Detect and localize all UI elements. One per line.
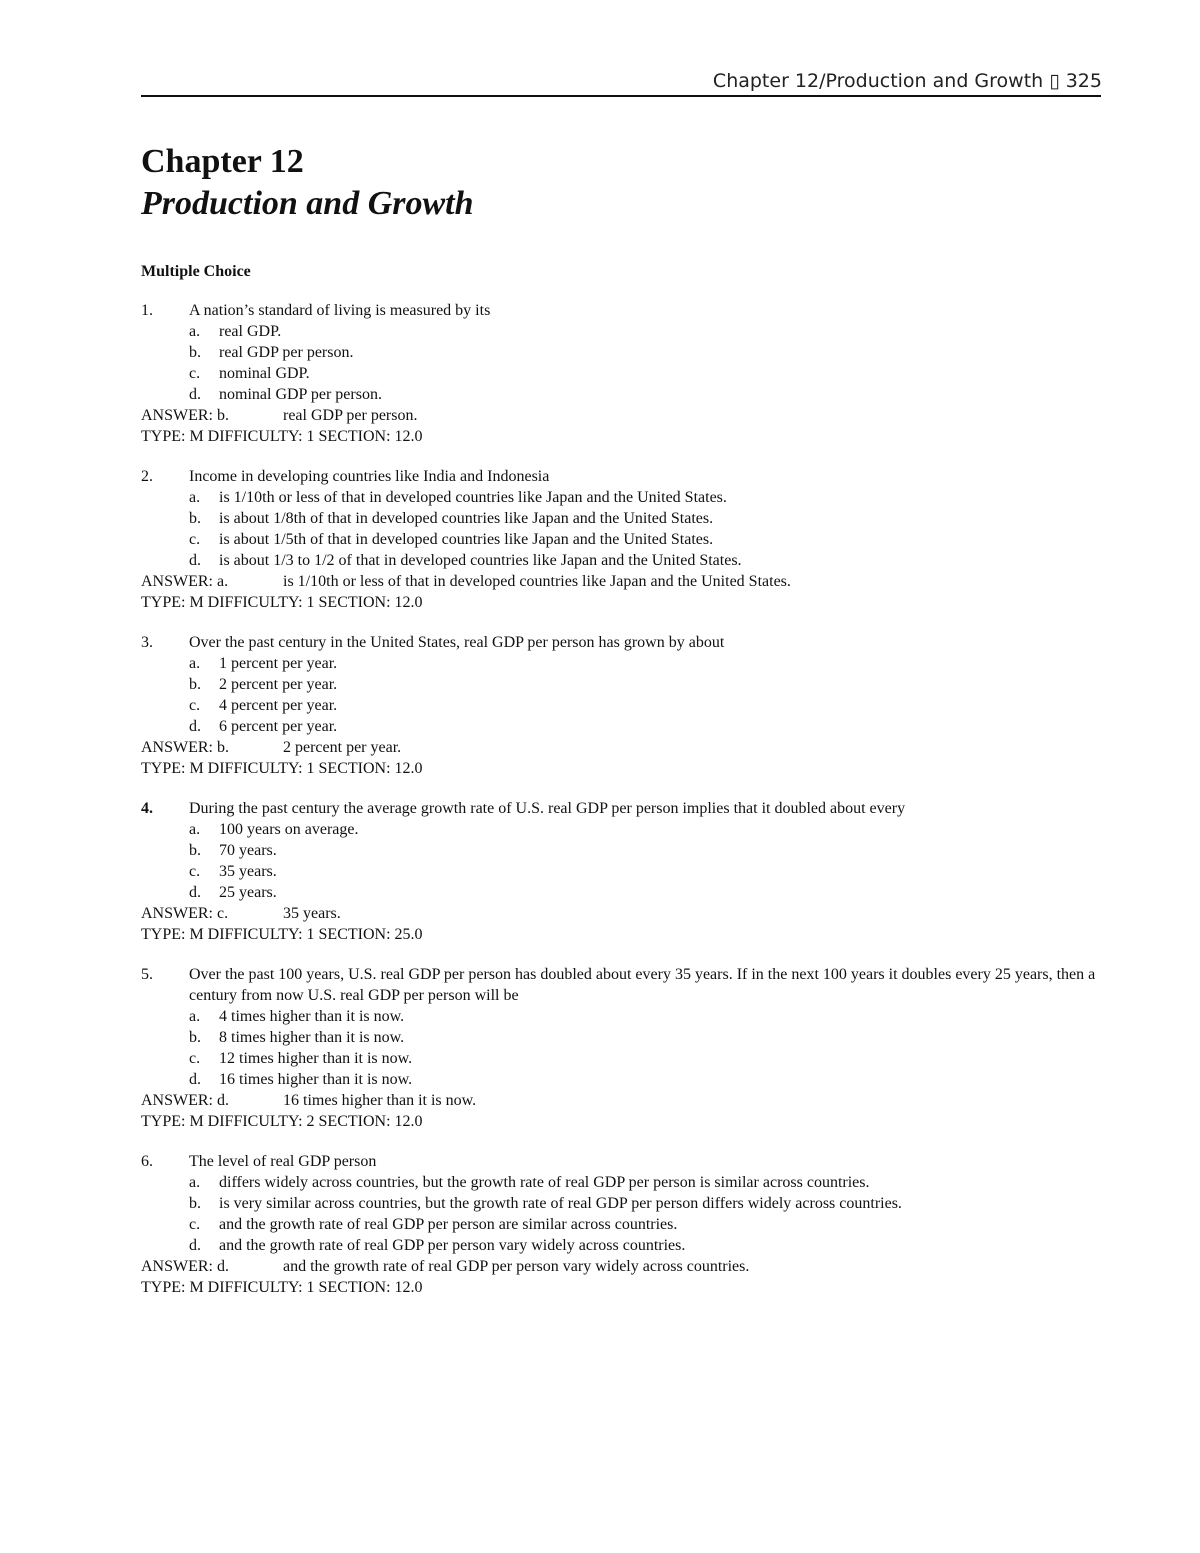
answer-option	[141, 674, 1101, 695]
question-meta: TYPE: M DIFFICULTY: 1 SECTION: 12.0	[141, 760, 423, 777]
question-meta: TYPE: M DIFFICULTY: 1 SECTION: 12.0	[141, 594, 423, 611]
option-text: real GDP per person.	[219, 344, 354, 361]
question-stem	[141, 798, 1101, 819]
option-text: differs widely across countries, but the growth rate of real GDP per person is similar across countries.	[219, 1174, 870, 1191]
question-list	[141, 300, 1101, 1317]
option-letter: b.	[189, 344, 201, 361]
option-text: 35 years.	[219, 863, 277, 880]
option-letter: d.	[189, 718, 201, 735]
question-number: 3.	[141, 634, 153, 651]
answer-option	[141, 716, 1101, 737]
answer-option	[141, 342, 1101, 363]
question-number: 1.	[141, 302, 153, 319]
answer-option	[141, 882, 1101, 903]
option-letter: b.	[189, 1195, 201, 1212]
question-text: Over the past 100 years, U.S. real GDP per person has doubled about every 35 years. If in the next 100 years it doubles every 25 years, then a century from now U.S. real GDP per person will be	[189, 966, 1096, 1004]
answer-label: ANSWER: d.	[141, 1092, 229, 1109]
question-meta: TYPE: M DIFFICULTY: 1 SECTION: 25.0	[141, 926, 423, 943]
answer-option	[141, 1027, 1101, 1048]
answer-label: ANSWER: a.	[141, 573, 229, 590]
answer-label: ANSWER: b.	[141, 739, 229, 756]
option-text: is 1/10th or less of that in developed countries like Japan and the United States.	[219, 489, 727, 506]
answer-text: is 1/10th or less of that in developed countries like Japan and the United States.	[283, 573, 791, 590]
question-number: 2.	[141, 468, 153, 485]
answer-option	[141, 1193, 1101, 1214]
question-stem	[141, 964, 1101, 1006]
option-letter: b.	[189, 842, 201, 859]
answer-option	[141, 861, 1101, 882]
answer-text: 2 percent per year.	[283, 739, 402, 756]
option-letter: a.	[189, 323, 201, 340]
option-text: is very similar across countries, but the growth rate of real GDP per person differs widely across countries.	[219, 1195, 902, 1212]
option-text: nominal GDP.	[219, 365, 310, 382]
option-text: is about 1/8th of that in developed countries like Japan and the United States.	[219, 510, 714, 527]
option-letter: a.	[189, 489, 201, 506]
question-number: 6.	[141, 1153, 153, 1170]
answer-option	[141, 1006, 1101, 1027]
answer-option	[141, 384, 1101, 405]
option-text: 4 times higher than it is now.	[219, 1008, 405, 1025]
option-letter: b.	[189, 510, 201, 527]
question-item	[141, 964, 1101, 1132]
option-letter: d.	[189, 1237, 201, 1254]
option-letter: d.	[189, 884, 201, 901]
question-item	[141, 632, 1101, 779]
option-letter: c.	[189, 531, 201, 548]
question-number: 5.	[141, 966, 153, 983]
answer-option	[141, 321, 1101, 342]
question-stem	[141, 466, 1101, 487]
answer-option	[141, 487, 1101, 508]
question-number: 4.	[141, 800, 153, 817]
answer-line	[141, 1090, 1101, 1111]
answer-text: real GDP per person.	[283, 407, 418, 424]
option-text: and the growth rate of real GDP per person vary widely across countries.	[219, 1237, 686, 1254]
answer-option	[141, 840, 1101, 861]
option-text: 2 percent per year.	[219, 676, 338, 693]
option-letter: d.	[189, 552, 201, 569]
question-item	[141, 1151, 1101, 1298]
question-meta: TYPE: M DIFFICULTY: 1 SECTION: 12.0	[141, 428, 423, 445]
option-text: 25 years.	[219, 884, 277, 901]
option-letter: d.	[189, 1071, 201, 1088]
running-head: Chapter 12/Production and Growth ▯ 325	[712, 70, 1102, 92]
option-letter: a.	[189, 821, 201, 838]
question-item	[141, 466, 1101, 613]
header-rule	[141, 95, 1101, 97]
question-stem	[141, 632, 1101, 653]
question-item	[141, 300, 1101, 447]
question-text: Income in developing countries like India and Indonesia	[189, 468, 550, 485]
answer-option	[141, 1048, 1101, 1069]
question-meta: TYPE: M DIFFICULTY: 2 SECTION: 12.0	[141, 1113, 423, 1130]
question-meta: TYPE: M DIFFICULTY: 1 SECTION: 12.0	[141, 1279, 423, 1296]
option-letter: a.	[189, 1008, 201, 1025]
answer-option	[141, 653, 1101, 674]
option-text: and the growth rate of real GDP per person are similar across countries.	[219, 1216, 678, 1233]
question-stem	[141, 300, 1101, 321]
option-text: real GDP.	[219, 323, 282, 340]
answer-option	[141, 819, 1101, 840]
section-heading: Multiple Choice	[141, 263, 251, 280]
answer-option	[141, 1172, 1101, 1193]
answer-label: ANSWER: c.	[141, 905, 229, 922]
option-letter: a.	[189, 655, 201, 672]
answer-option	[141, 363, 1101, 384]
option-text: 70 years.	[219, 842, 277, 859]
option-letter: c.	[189, 365, 201, 382]
option-text: 6 percent per year.	[219, 718, 338, 735]
option-letter: a.	[189, 1174, 201, 1191]
answer-option	[141, 1235, 1101, 1256]
question-item	[141, 798, 1101, 945]
answer-option	[141, 695, 1101, 716]
option-text: is about 1/5th of that in developed countries like Japan and the United States.	[219, 531, 714, 548]
option-text: 100 years on average.	[219, 821, 359, 838]
answer-option	[141, 508, 1101, 529]
option-text: 12 times higher than it is now.	[219, 1050, 413, 1067]
answer-option	[141, 550, 1101, 571]
chapter-subtitle: Production and Growth	[141, 185, 474, 222]
option-text: 16 times higher than it is now.	[219, 1071, 413, 1088]
question-text: The level of real GDP person	[189, 1153, 377, 1170]
question-text: A nation’s standard of living is measured by its	[189, 302, 491, 319]
option-letter: b.	[189, 1029, 201, 1046]
answer-option	[141, 1069, 1101, 1090]
answer-line	[141, 571, 1101, 592]
answer-label: ANSWER: b.	[141, 407, 229, 424]
answer-option	[141, 529, 1101, 550]
question-text: During the past century the average growth rate of U.S. real GDP per person implies that it doubled about every	[189, 800, 906, 817]
option-letter: c.	[189, 1050, 201, 1067]
option-text: 8 times higher than it is now.	[219, 1029, 405, 1046]
option-letter: b.	[189, 676, 201, 693]
option-letter: c.	[189, 1216, 201, 1233]
answer-option	[141, 1214, 1101, 1235]
option-text: nominal GDP per person.	[219, 386, 382, 403]
answer-line	[141, 737, 1101, 758]
option-letter: d.	[189, 386, 201, 403]
question-stem	[141, 1151, 1101, 1172]
option-text: 4 percent per year.	[219, 697, 338, 714]
option-text: is about 1/3 to 1/2 of that in developed countries like Japan and the United States.	[219, 552, 742, 569]
option-letter: c.	[189, 863, 201, 880]
question-text: Over the past century in the United States, real GDP per person has grown by about	[189, 634, 725, 651]
option-letter: c.	[189, 697, 201, 714]
option-text: 1 percent per year.	[219, 655, 338, 672]
answer-label: ANSWER: d.	[141, 1258, 229, 1275]
answer-text: and the growth rate of real GDP per person vary widely across countries.	[283, 1258, 750, 1275]
chapter-title: Chapter 12	[141, 143, 304, 180]
answer-text: 16 times higher than it is now.	[283, 1092, 477, 1109]
answer-line	[141, 903, 1101, 924]
answer-line	[141, 405, 1101, 426]
answer-text: 35 years.	[283, 905, 341, 922]
answer-line	[141, 1256, 1101, 1277]
